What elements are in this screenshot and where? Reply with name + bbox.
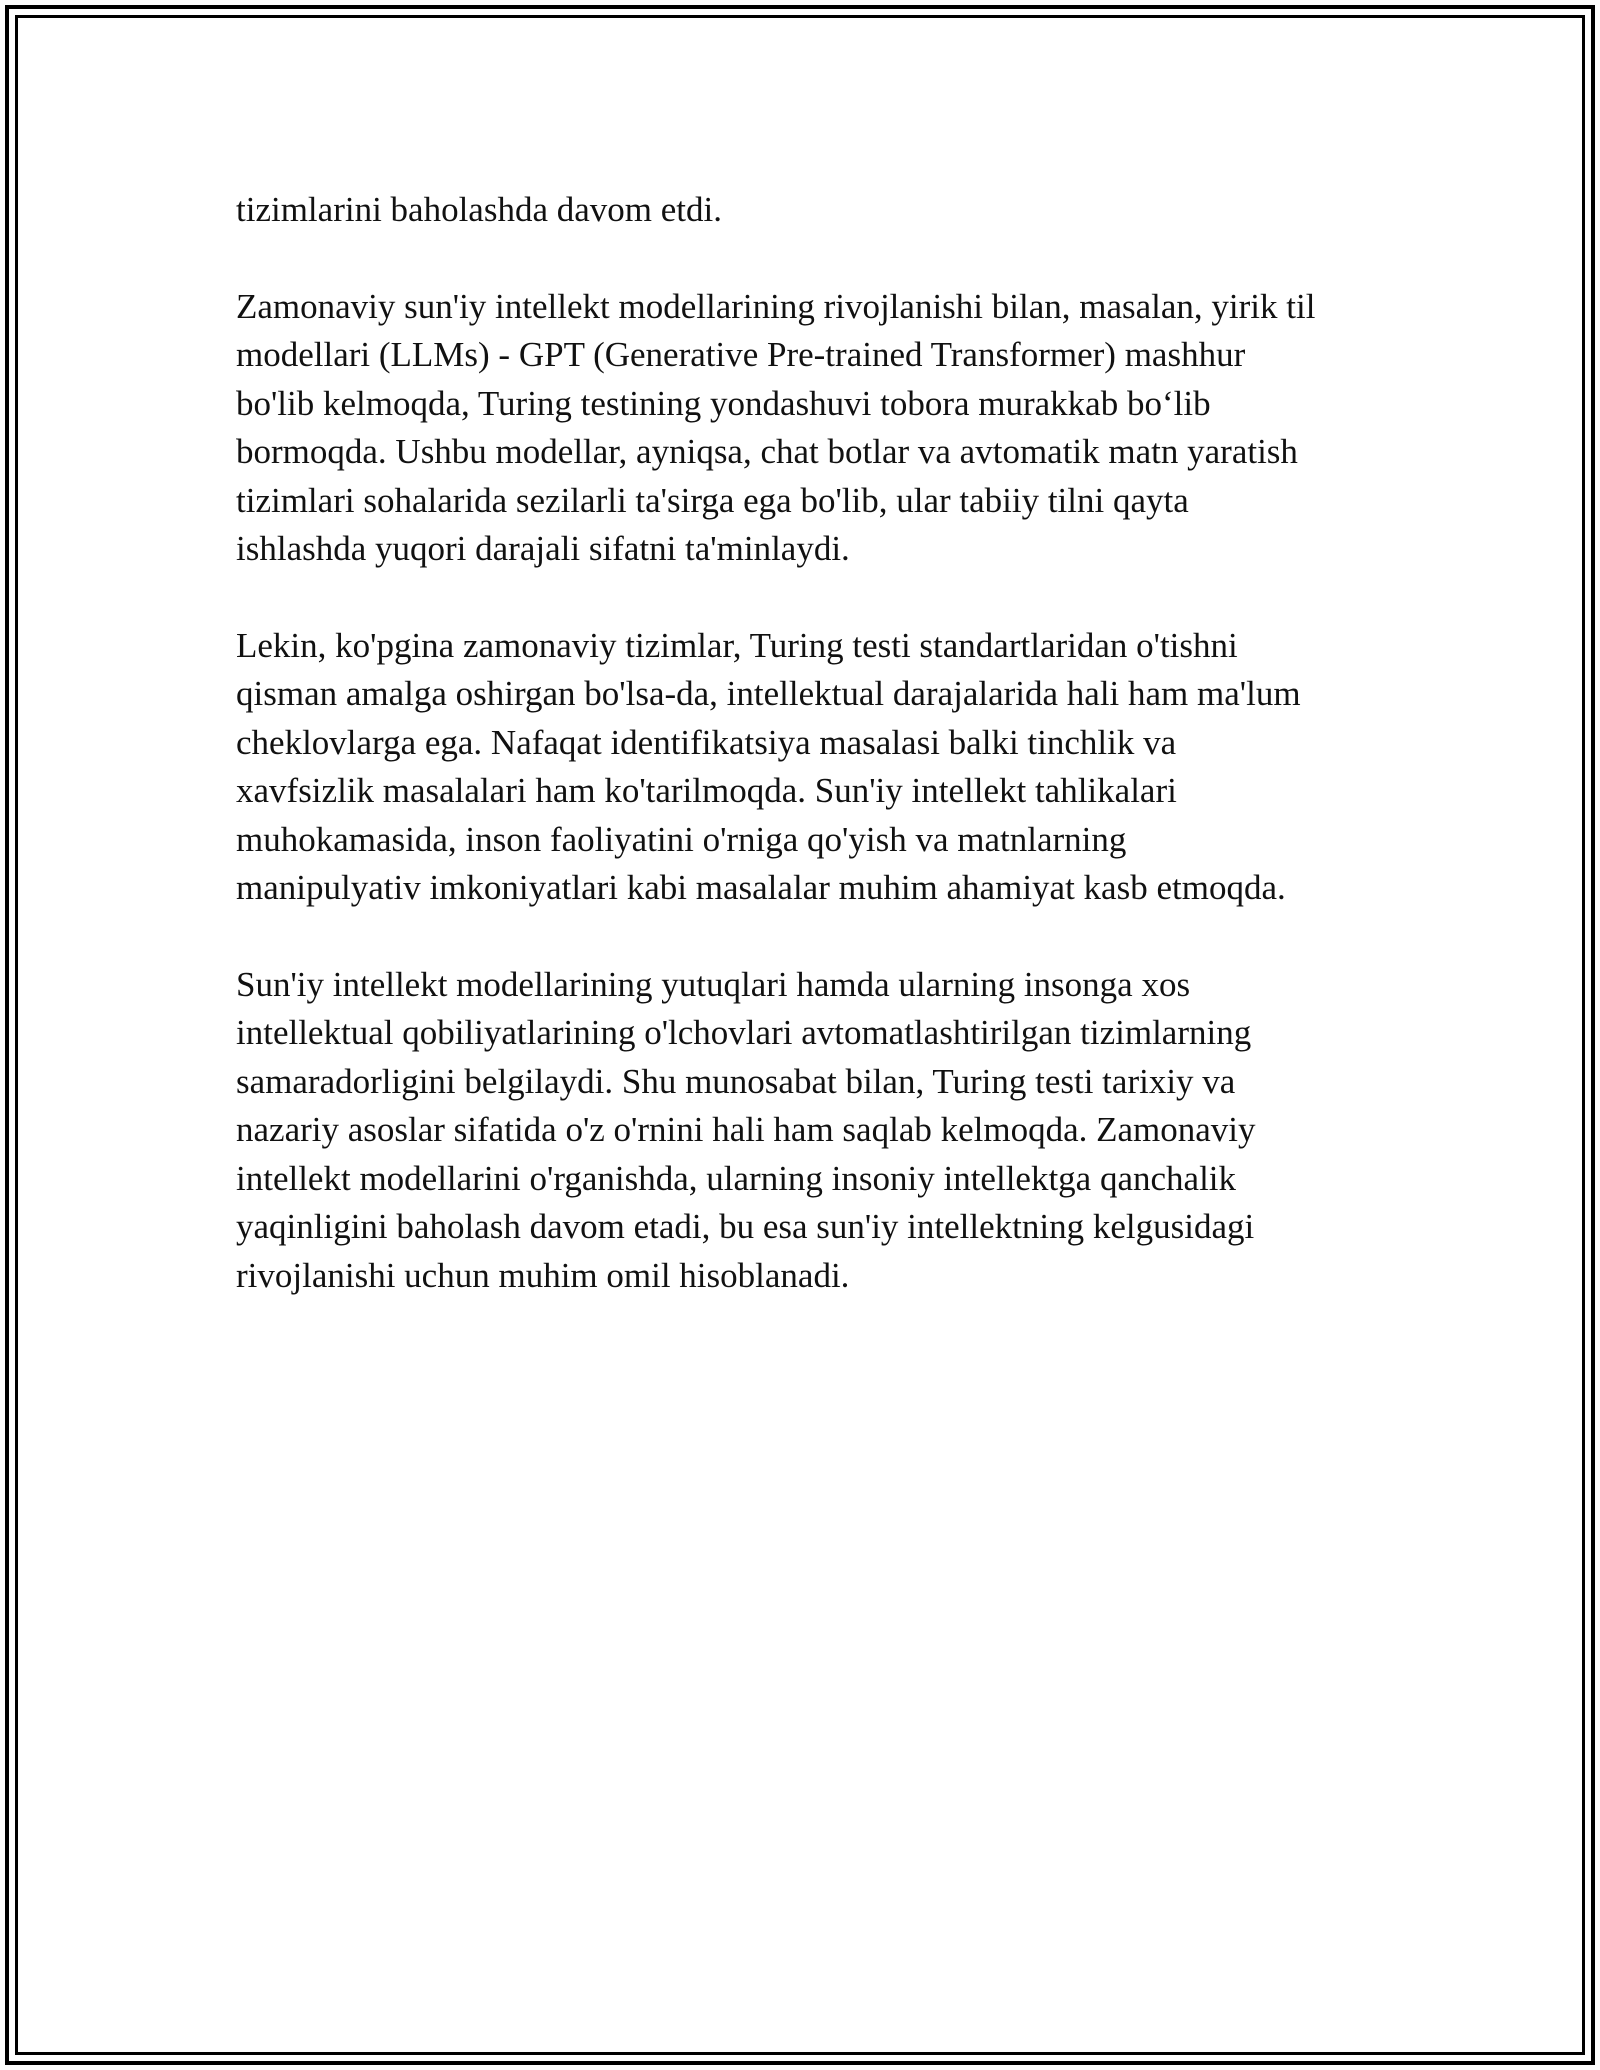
text-line: qisman amalga oshirgan bo'lsa-da, intellektual darajalarida hali ham ma'lum — [236, 674, 1301, 713]
text-line: yaqinligini baholash davom etadi, bu esa sun'iy intellektning kelgusidagi — [236, 1207, 1255, 1246]
text-line: bormoqda. Ushbu modellar, ayniqsa, chat botlar va avtomatik matn yaratish — [236, 432, 1298, 471]
text-line: cheklovlarga ega. Nafaqat identifikatsiya masalasi balki tinchlik va — [236, 722, 1177, 762]
text-line: tizimlarini baholashda davom etdi. — [236, 190, 722, 229]
paragraph-1 — [236, 186, 1416, 235]
text-line: intellekt modellarini o'rganishda, ularning insoniy intellektga qanchalik — [236, 1158, 1237, 1198]
text-line: nazariy asoslar sifatida o'z o'rnini hali ham saqlab kelmoqda. Zamonaviy — [236, 1110, 1256, 1149]
text-line: manipulyativ imkoniyatlari kabi masalalar muhim ahamiyat kasb etmoqda. — [236, 868, 1286, 907]
text-line: Zamonaviy sun'iy intellekt modellarining rivojlanishi bilan, masalan, yirik til — [236, 286, 1316, 326]
text-line: Lekin, ko'pgina zamonaviy tizimlar, Turing testi standartlaridan o'tishni — [236, 625, 1238, 665]
paragraph-2 — [236, 283, 1416, 574]
text-line: muhokamasida, inson faoliyatini o'rniga qo'yish va matnlarning — [236, 819, 1127, 859]
text-line: rivojlanishi uchun muhim omil hisoblanadi. — [236, 1255, 850, 1295]
text-line: ishlashda yuqori darajali sifatni ta'minlaydi. — [236, 529, 850, 568]
text-line: modellari (LLMs) - GPT (Generative Pre-trained Transformer) mashhur — [236, 335, 1246, 374]
document-body — [236, 186, 1416, 1348]
text-line: intellektual qobiliyatlarining o'lchovlari avtomatlashtirilgan tizimlarning — [236, 1013, 1252, 1052]
text-line: Sun'iy intellekt modellarining yutuqlari hamda ularning insonga xos — [236, 964, 1191, 1004]
paragraph-4 — [236, 961, 1416, 1301]
paragraph-3 — [236, 622, 1416, 913]
text-line: bo'lib kelmoqda, Turing testining yondashuvi tobora murakkab bo‘lib — [236, 383, 1211, 423]
text-line: tizimlari sohalarida sezilarli ta'sirga ega bo'lib, ular tabiiy tilni qayta — [236, 480, 1189, 520]
text-line: samaradorligini belgilaydi. Shu munosabat bilan, Turing testi tarixiy va — [236, 1061, 1236, 1101]
text-line: xavfsizlik masalalari ham ko'tarilmoqda. Sun'iy intellekt tahlikalari — [236, 771, 1177, 810]
